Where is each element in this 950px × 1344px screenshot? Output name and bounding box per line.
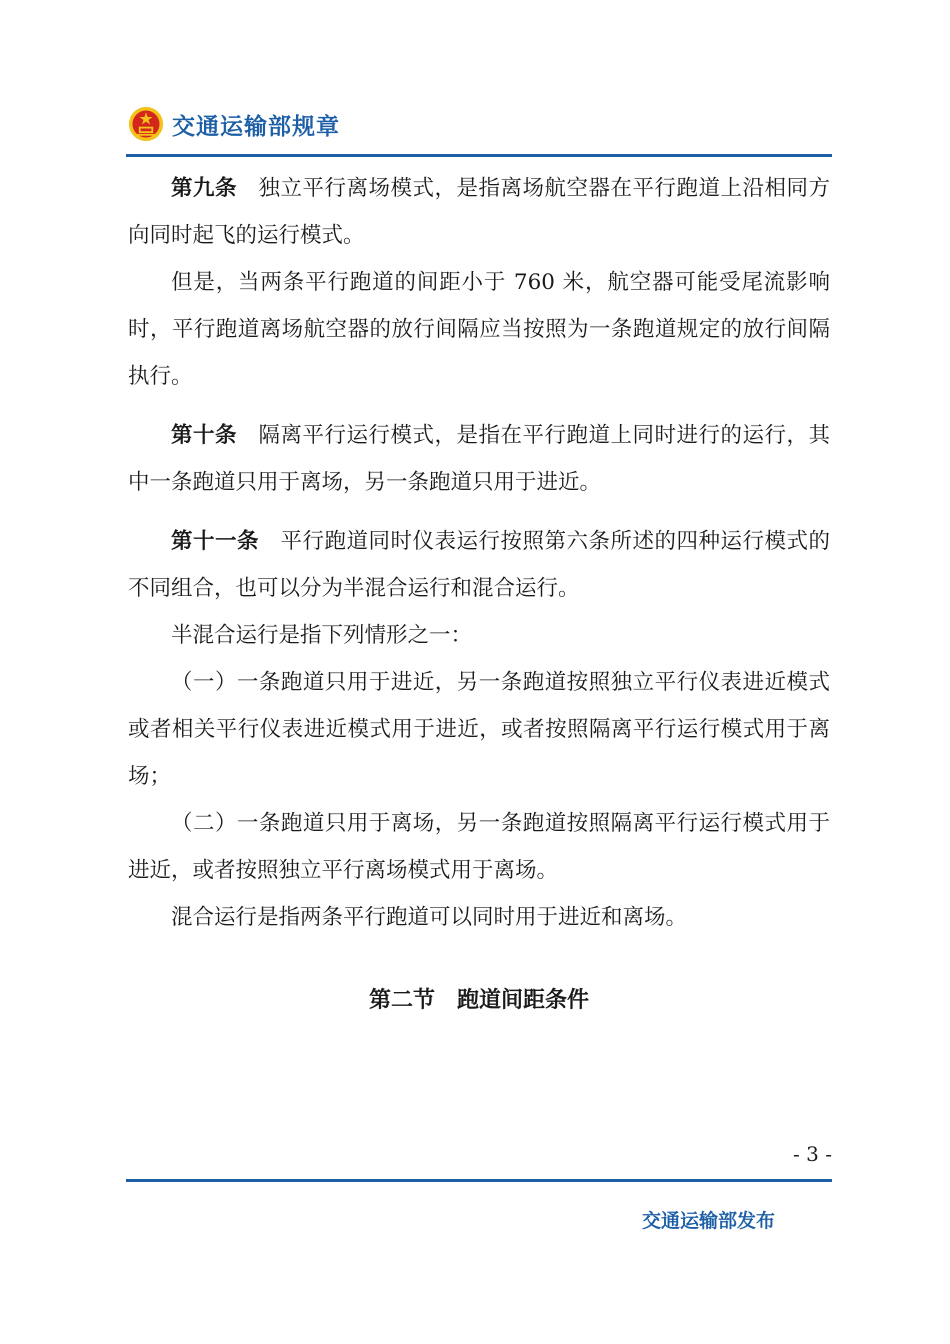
paragraph: 半混合运行是指下列情形之一： — [171, 623, 473, 648]
article-text: 隔离平行运行模式，是指在平行跑道上同时进行的运行，其中一条跑道只用于离场，另一条跑道只用于进近。 — [128, 423, 830, 495]
paragraph: 但是，当两条平行跑道的间距小于 760 米，航空器可能受尾流影响时，平行跑道离场航空器的放行间隔应当按照为一条跑道规定的放行间隔执行。 — [128, 270, 830, 389]
list-item: （二）一条跑道只用于离场，另一条跑道按照隔离平行运行模式用于进近，或者按照独立平行离场模式用于离场。 — [128, 811, 830, 883]
paragraph: 混合运行是指两条平行跑道可以同时用于进近和离场。 — [171, 905, 688, 930]
article-label: 第十条 — [171, 423, 237, 448]
article-10 — [128, 412, 830, 506]
article-text: 平行跑道同时仪表运行按照第六条所述的四种运行模式的不同组合，也可以分为半混合运行和混合运行。 — [128, 529, 830, 601]
header — [128, 100, 340, 148]
article-11 — [128, 518, 830, 612]
list-item: （一）一条跑道只用于进近，另一条跑道按照独立平行仪表进近模式或者相关平行仪表进近模式用于进近，或者按照隔离平行运行模式用于离场； — [128, 670, 830, 789]
section-heading: 第二节 跑道间距条件 — [368, 988, 589, 1013]
article-9 — [128, 165, 830, 259]
page-number: - 3 - — [793, 1142, 832, 1166]
national-emblem-icon — [128, 106, 164, 142]
publisher: 交通运输部发布 — [641, 1210, 775, 1232]
footer-divider — [126, 1179, 832, 1182]
article-label: 第十一条 — [171, 529, 259, 554]
document-body — [128, 165, 830, 941]
header-title: 交通运输部规章 — [172, 113, 340, 140]
header-divider — [126, 154, 832, 157]
article-label: 第九条 — [171, 176, 237, 201]
article-text: 独立平行离场模式，是指离场航空器在平行跑道上沿相同方向同时起飞的运行模式。 — [128, 176, 830, 248]
